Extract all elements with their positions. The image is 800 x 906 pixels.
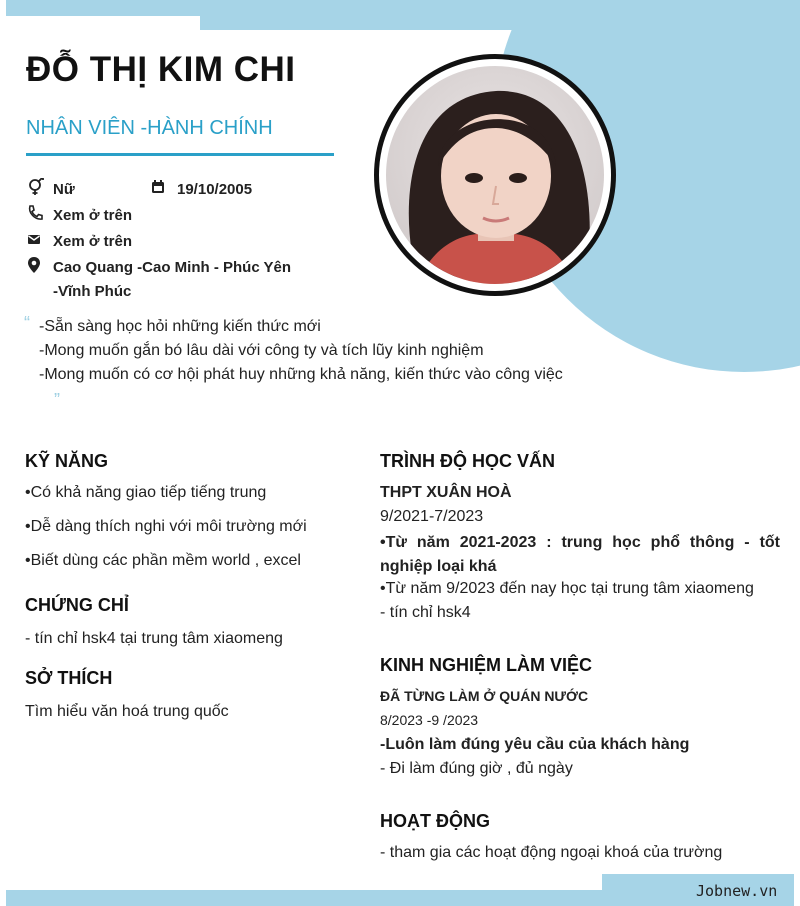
top-decor-bar-left	[6, 0, 200, 16]
phone-value: Xem ở trên	[53, 207, 133, 224]
education-detail: - tín chỉ hsk4	[380, 604, 471, 621]
job-title: NHÂN VIÊN -HÀNH CHÍNH	[26, 117, 273, 139]
objective-line: -Sẵn sàng học hỏi những kiến thức mới	[39, 318, 321, 335]
education-detail: •Từ năm 9/2023 đến nay học tại trung tâm xiaomeng	[380, 580, 754, 597]
candidate-name: ĐỖ THỊ KIM CHI	[26, 50, 296, 89]
title-underline	[26, 153, 334, 156]
email-value: Xem ở trên	[53, 233, 133, 250]
objective-line: -Mong muốn gắn bó lâu dài với công ty và tích lũy kinh nghiệm	[39, 342, 484, 359]
activities-heading: HOẠT ĐỘNG	[380, 811, 490, 831]
certificates-heading: CHỨNG CHỈ	[25, 595, 129, 615]
experience-detail: - Đi làm đúng giờ , đủ ngày	[380, 760, 573, 777]
phone-icon	[26, 204, 48, 222]
calendar-icon	[150, 178, 172, 196]
birthday-row	[150, 178, 252, 202]
gender-row	[26, 178, 75, 202]
experience-period: 8/2023 -9 /2023	[380, 712, 479, 728]
address-value	[53, 256, 291, 304]
experience-heading: KINH NGHIỆM LÀM VIỆC	[380, 655, 593, 675]
quote-open-mark: “	[24, 313, 30, 333]
skill-item: •Có khả năng giao tiếp tiếng trung	[25, 484, 267, 501]
education-heading: TRÌNH ĐỘ HỌC VẤN	[380, 451, 555, 471]
location-icon	[26, 256, 48, 274]
skill-item: •Dễ dàng thích nghi với môi trường mới	[25, 518, 307, 535]
phone-row	[26, 204, 132, 228]
education-period: 9/2021-7/2023	[380, 508, 484, 525]
experience-detail: -Luôn làm đúng yêu cầu của khách hàng	[380, 736, 690, 753]
gender-value: Nữ	[53, 181, 75, 198]
quote-close-mark: ”	[54, 390, 60, 410]
address-line-2: -Vĩnh Phúc	[53, 283, 132, 300]
education-detail: •Từ năm 2021-2023 : trung học phổ thông - tốt nghiệp loại khá	[380, 534, 780, 575]
birthday-value: 19/10/2005	[177, 181, 253, 198]
hobby-item: Tìm hiểu văn hoá trung quốc	[25, 703, 229, 720]
activity-item: - tham gia các hoạt động ngoại khoá của trường	[380, 844, 723, 861]
bottom-decor-bar-left	[6, 890, 606, 906]
school-name: THPT XUÂN HOÀ	[380, 484, 512, 501]
certificate-item: - tín chỉ hsk4 tại trung tâm xiaomeng	[25, 630, 283, 647]
address-line-1: Cao Quang -Cao Minh - Phúc Yên	[53, 259, 292, 276]
skills-heading: KỸ NĂNG	[25, 451, 109, 471]
address-row	[26, 256, 291, 304]
skill-item: •Biết dùng các phần mềm world , excel	[25, 552, 301, 569]
avatar	[386, 66, 604, 284]
objective-line: -Mong muốn có cơ hội phát huy những khả năng, kiến thức vào công việc	[39, 366, 563, 383]
email-row	[26, 230, 132, 254]
workplace-name: ĐÃ TỪNG LÀM Ở QUÁN NƯỚC	[380, 688, 589, 704]
hobbies-heading: SỞ THÍCH	[25, 668, 113, 688]
gender-icon	[26, 178, 48, 196]
avatar-photo	[386, 66, 604, 284]
top-decor-bar-right	[200, 0, 794, 30]
footer-brand[interactable]: Jobnew.vn	[696, 882, 778, 900]
email-icon	[26, 230, 48, 248]
